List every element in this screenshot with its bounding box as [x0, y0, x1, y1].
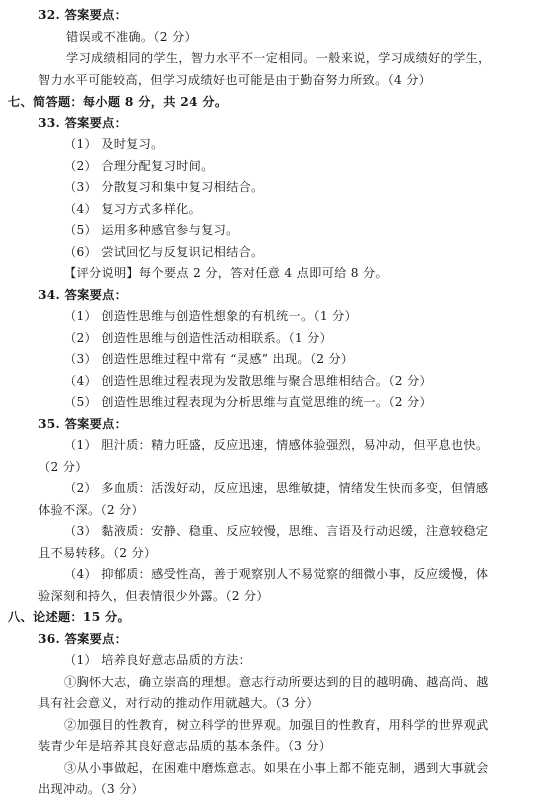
q36-line: 装青少年是培养其良好意志品质的基本条件。（3 分）	[38, 739, 332, 753]
q34-heading: 34. 答案要点：	[38, 288, 128, 302]
q34-item: （3） 创造性思维过程中常有 “灵感” 出现。（2 分）	[64, 352, 354, 366]
q33-item: （1） 及时复习。	[64, 137, 164, 151]
q33-item: （5） 运用多种感官参与复习。	[64, 223, 239, 237]
q36-heading: 36. 答案要点：	[38, 632, 128, 646]
q33-item: （2） 合理分配复习时间。	[64, 159, 214, 173]
q36-line: ②加强目的性教育，树立科学的世界观。加强目的性教育，用科学的世界观武	[64, 718, 489, 732]
q35-heading: 35. 答案要点：	[38, 417, 128, 431]
q35-line: （2 分）	[38, 460, 88, 474]
q36-line: ①胸怀大志，确立崇高的理想。意志行动所要达到的目的越明确、越高尚、越	[64, 675, 489, 689]
q32-line: 智力水平可能较高，但学习成绩好也可能是由于勤奋努力所致。（4 分）	[38, 73, 432, 87]
q35-line: （2） 多血质：活泼好动，反应迅速，思维敏捷，情绪发生快而多变，但情感	[64, 481, 489, 495]
q36-line: 出现冲动。（3 分）	[38, 782, 145, 796]
q35-line: （1） 胆汁质：精力旺盛，反应迅速，情感体验强烈，易冲动，但平息也快。	[64, 438, 489, 452]
q35-line: 且不易转移。（2 分）	[38, 546, 157, 560]
q36-line: ③从小事做起，在困难中磨炼意志。如果在小事上都不能克制，遇到大事就会	[64, 761, 489, 775]
q35-line: （4） 抑郁质：感受性高，善于观察别人不易觉察的细微小事，反应缓慢，体	[64, 567, 489, 581]
q34-item: （2） 创造性思维与创造性活动相联系。（1 分）	[64, 331, 333, 345]
q35-line: 验深刻和持久，但表情很少外露。（2 分）	[38, 589, 269, 603]
q36-line: （1） 培养良好意志品质的方法：	[64, 653, 252, 667]
q33-item: （3） 分散复习和集中复习相结合。	[64, 180, 264, 194]
q33-scoring-note: 【评分说明】每个要点 2 分，答对任意 4 点即可给 8 分。	[64, 266, 388, 280]
q32-heading: 32. 答案要点：	[38, 8, 128, 22]
q33-item: （4） 复习方式多样化。	[64, 202, 202, 216]
q34-item: （1） 创造性思维与创造性想象的有机统一。（1 分）	[64, 309, 358, 323]
q32-line: 学习成绩相同的学生，智力水平不一定相同。一般来说，学习成绩好的学生，	[66, 51, 491, 65]
q34-item: （4） 创造性思维过程表现为发散思维与聚合思维相结合。（2 分）	[64, 374, 433, 388]
section-7-heading: 七、简答题：每小题 8 分，共 24 分。	[8, 95, 228, 109]
q33-item: （6） 尝试回忆与反复识记相结合。	[64, 245, 264, 259]
q33-heading: 33. 答案要点：	[38, 116, 128, 130]
q35-line: 体验不深。（2 分）	[38, 503, 145, 517]
q34-item: （5） 创造性思维过程表现为分析思维与直觉思维的统一。（2 分）	[64, 395, 433, 409]
section-8-heading: 八、论述题：15 分。	[8, 610, 131, 624]
q32-line: 错误或不准确。（2 分）	[66, 30, 198, 44]
q35-line: （3） 黏液质：安静、稳重、反应较慢，思维、言语及行动迟缓，注意较稳定	[64, 524, 489, 538]
q36-line: 具有社会意义，对行动的推动作用就越大。（3 分）	[38, 696, 319, 710]
